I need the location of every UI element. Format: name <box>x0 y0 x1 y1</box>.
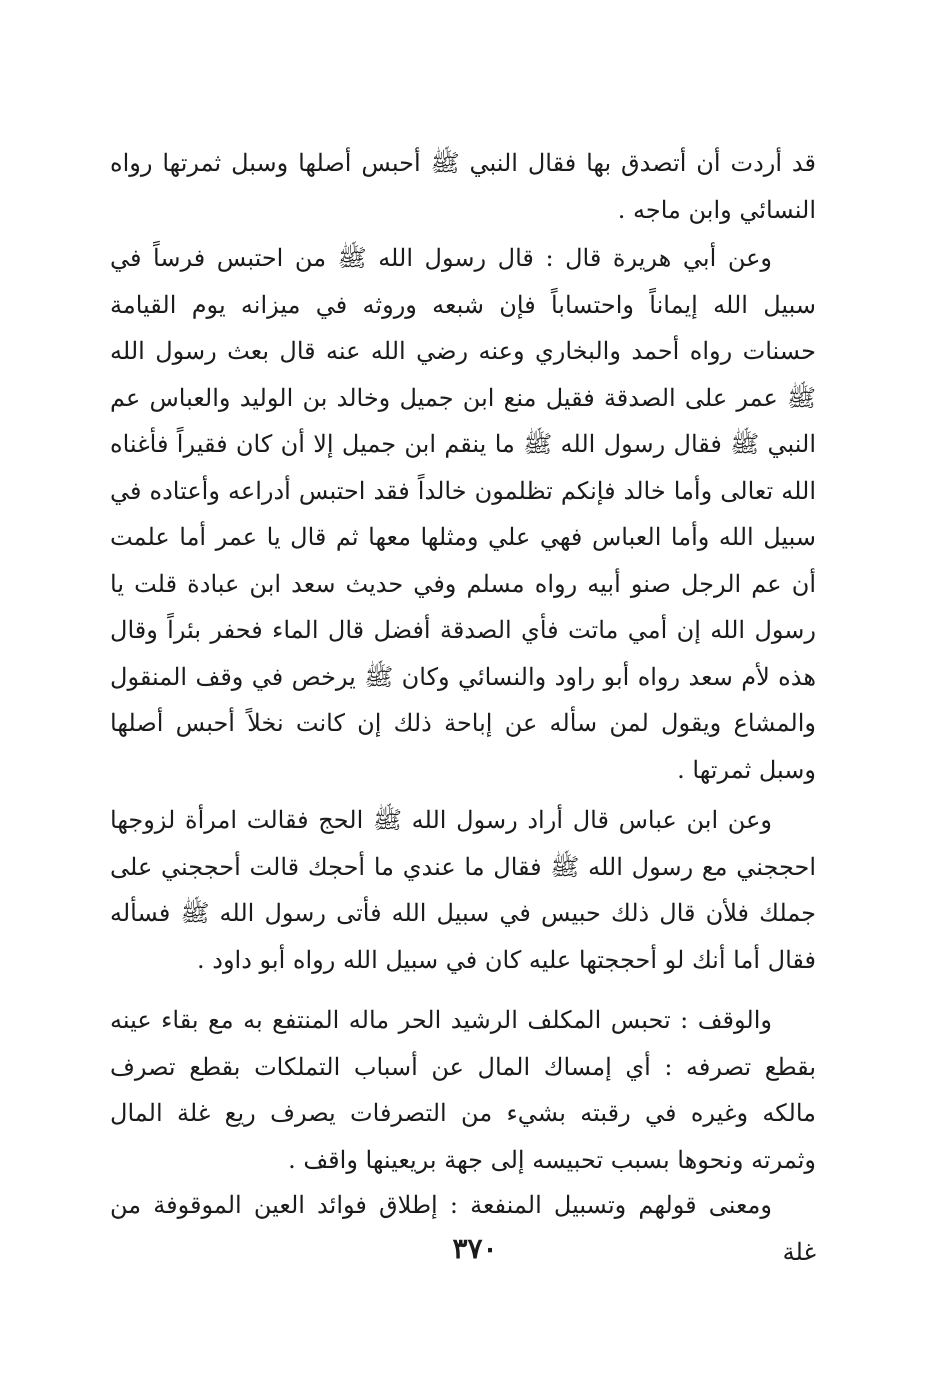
paragraph-continuation <box>110 140 816 233</box>
paragraph-text: والوقف : تحبس المكلف الرشيد الحر ماله المنتفع به مع بقاء عينه بقطع تصرفه : أي إمساك المال عن أسباب التملكات بقطع تصرف مالكه وغيره في رقبته بشيء من التصرفات يصرف ريع غلة المال وثمرته ونحوها بسبب تحبيسه إلى جهة بريعينها واقف . <box>110 1006 817 1174</box>
paragraph-ibn-abbas-hadith <box>110 797 816 983</box>
paragraph-text: ومعنى قولهم وتسبيل المنفعة : إطلاق فوائد العين الموقوفة من غلة <box>110 1191 816 1266</box>
paragraph-text: وعن ابن عباس قال أراد رسول الله ﷺ الحج فقالت امرأة لزوجها احججني مع رسول الله ﷺ فقال ما عندي ما أحجك قالت أحججني على جملك فلأن قال ذلك حبيس في سبيل الله فأتى رسول الله ﷺ فسأله فقال أما أنك لو أحججتها عليه كان في سبيل الله رواه أبو داود . <box>110 806 816 974</box>
paragraph-abu-hurayra-hadith <box>110 235 816 793</box>
paragraph-waqf-definition <box>110 997 816 1183</box>
paragraph-text: قد أردت أن أتصدق بها فقال النبي ﷺ أحبس أصلها وسبل ثمرتها رواه النسائي وابن ماجه . <box>110 149 816 224</box>
page-number: ٣٧٠ <box>452 1232 498 1265</box>
paragraph-text: وعن أبي هريرة قال : قال رسول الله ﷺ من احتبس فرساً في سبيل الله إيماناً واحتساباً فإن شبعه وروثه في ميزانه يوم القيامة حسنات رواه أحمد والبخاري وعنه رضي الله عنه قال بعث رسول الله ﷺ عمر على الصدقة فقيل منع ابن جميل وخالد بن الوليد والعباس عم النبي ﷺ فقال رسول الله ﷺ ما ينقم ابن جميل إلا أن كان فقيراً فأغناه الله تعالى وأما خالد فإنكم تظلمون خالداً فقد احتبس أدراعه وأعتاده في سبيل الله وأما العباس فهي علي ومثلها معها ثم قال يا عمر أما علمت أن عم الرجل صنو أبيه رواه مسلم وفي حديث سعد ابن عبادة قلت يا رسول الله إن أمي ماتت فأي الصدقة أفضل قال الماء فحفر بئراً وقال هذه لأم سعد رواه أبو راود والنسائي وكان ﷺ يرخص في وقف المنقول والمشاع ويقول لمن سأله عن إباحة ذلك إن كانت نخلاً أحبس أصلها وسبل ثمرتها . <box>110 244 816 784</box>
